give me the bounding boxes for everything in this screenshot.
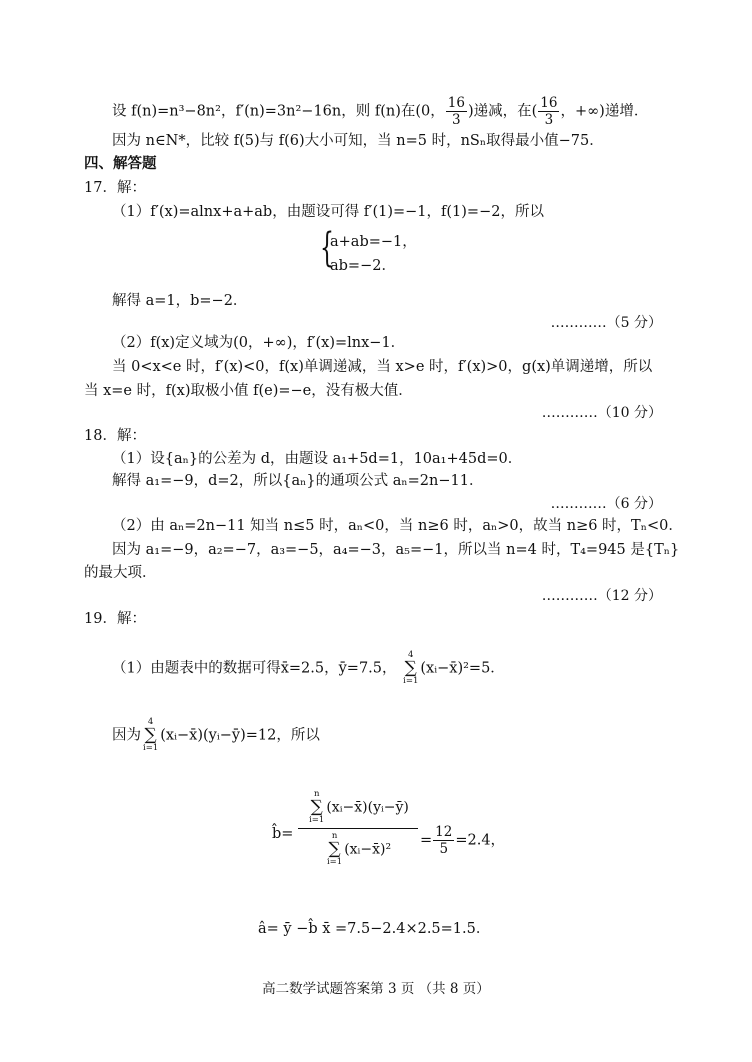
summation-lower: i=1 (403, 676, 419, 686)
line-fn-text-a: 设 f(n)=n³−8n²，f′(n)=3n²−16n，则 f(n)在(0， (112, 103, 445, 120)
fraction-numerator: 16 (540, 95, 558, 111)
q18-part2-line3: 的最大项． (84, 565, 157, 581)
b-hat-den-expr: (xᵢ−x̄)² (344, 841, 392, 858)
sigma-glyph: ∑ (328, 839, 341, 859)
q17-part2-line3: 当 x=e 时，f(x)取极小值 f(e)=−e，没有极大值． (84, 383, 413, 399)
q18-heading: 18．解： (84, 428, 146, 444)
fraction-denominator: 3 (452, 112, 461, 128)
summation-lower: i=1 (143, 743, 159, 753)
q17-solution: 解得 a=1，b=−2． (112, 293, 248, 309)
q18-part2-line2: 因为 a₁=−9，a₂=−7，a₃=−5，a₄=−3，a₅=−1，所以当 n=4 时，T₄=945 是{Tₙ} (112, 542, 680, 558)
q17-system-eq2: ab=−2． (330, 258, 396, 274)
q19-heading: 19．解： (84, 611, 146, 627)
q17-part2-line2: 当 0<x<e 时，f′(x)<0，f(x)单调递减，当 x>e 时，f′(x)>0，g(x)单调递增，所以 (112, 359, 653, 375)
b-hat-fraction (298, 790, 418, 867)
system-brace: { (320, 225, 334, 271)
b-hat-lhs: b̂= (272, 826, 294, 842)
fraction-16-3 (446, 95, 467, 128)
fraction-denominator: 5 (439, 841, 449, 857)
q17-part2: （2）f(x)定义域为(0，+∞)，f′(x)=lnx−1． (112, 335, 406, 351)
summation-upper: n (331, 831, 338, 841)
q18-part1: （1）设{aₙ}的公差为 d，由题设 a₁+5d=1，10a₁+45d=0． (112, 451, 523, 467)
sigma-glyph: ∑ (310, 797, 323, 817)
line-fn-monotonic (112, 95, 648, 128)
score-marker: …………（6 分） (550, 496, 662, 512)
q18-part1-line2: 解得 a₁=−9，d=2，所以{aₙ}的通项公式 aₙ=2n−11． (112, 473, 484, 489)
summation-upper: 4 (147, 717, 154, 727)
b-hat-result (420, 824, 505, 857)
score-marker: …………（5 分） (550, 315, 662, 331)
sigma-glyph: ∑ (404, 658, 417, 678)
fraction-numerator: 12 (435, 824, 453, 840)
a-hat-equation: â= ȳ −b̂ x̄ =7.5−2.4×2.5=1.5． (258, 921, 491, 937)
equals-sign: = (420, 832, 433, 849)
summation-symbol (143, 718, 158, 753)
summation-upper: n (313, 789, 320, 799)
section-title: 四、解答题 (84, 155, 157, 172)
q19-part1-sum: (xᵢ−x̄)²=5． (420, 660, 505, 677)
b-hat-numerator (298, 790, 418, 829)
fraction-numerator: 16 (447, 95, 465, 111)
summation-upper: 4 (408, 650, 414, 660)
q17-part1: （1）f′(x)=alnx+a+ab，由题设可得 f′(1)=−1，f(1)=−2，所以 (112, 204, 544, 220)
score-marker: …………（12 分） (541, 588, 662, 604)
b-hat-denominator (298, 829, 418, 867)
q19-part1 (112, 651, 505, 686)
b-hat-num-expr: (xᵢ−x̄)(yᵢ−ȳ) (326, 799, 409, 816)
fraction-denominator: 3 (544, 112, 554, 128)
b-hat-value: =2.4， (455, 832, 506, 849)
q17-system-eq1: a+ab=−1， (330, 234, 417, 250)
q19-product-sum: (xᵢ−x̄)(yᵢ−ȳ)=12，所以 (160, 727, 320, 744)
score-marker: …………（10 分） (541, 405, 662, 421)
line-fn-text-c: ，+∞)递增． (560, 103, 649, 120)
q19-part1-text: （1）由题表中的数据可得x̄=2.5，ȳ=7.5， (112, 660, 397, 677)
q19-because: 因为 (112, 727, 141, 744)
line-min-value: 因为 n∈N*，比较 f(5)与 f(6)大小可知，当 n=5 时，nSₙ取得最小值−75． (112, 133, 604, 149)
fraction-12-5 (433, 824, 454, 857)
fraction-16-3-second (538, 95, 559, 128)
summation-symbol (403, 651, 418, 686)
q17-heading: 17．解： (84, 180, 146, 196)
line-fn-text-b: )递减，在( (467, 103, 538, 120)
summation-symbol (327, 832, 342, 867)
summation-lower: i=1 (309, 815, 325, 825)
summation-symbol (309, 790, 324, 825)
q18-part2: （2）由 aₙ=2n−11 知当 n≤5 时，aₙ<0，当 n≥6 时，aₙ>0，故当 n≥6 时，Tₙ<0． (112, 518, 683, 534)
q19-part1-line2 (112, 718, 320, 753)
summation-lower: i=1 (326, 857, 343, 867)
sigma-glyph: ∑ (144, 725, 157, 745)
page-footer: 高二数学试题答案第 3 页 （共 8 页） (262, 981, 490, 997)
